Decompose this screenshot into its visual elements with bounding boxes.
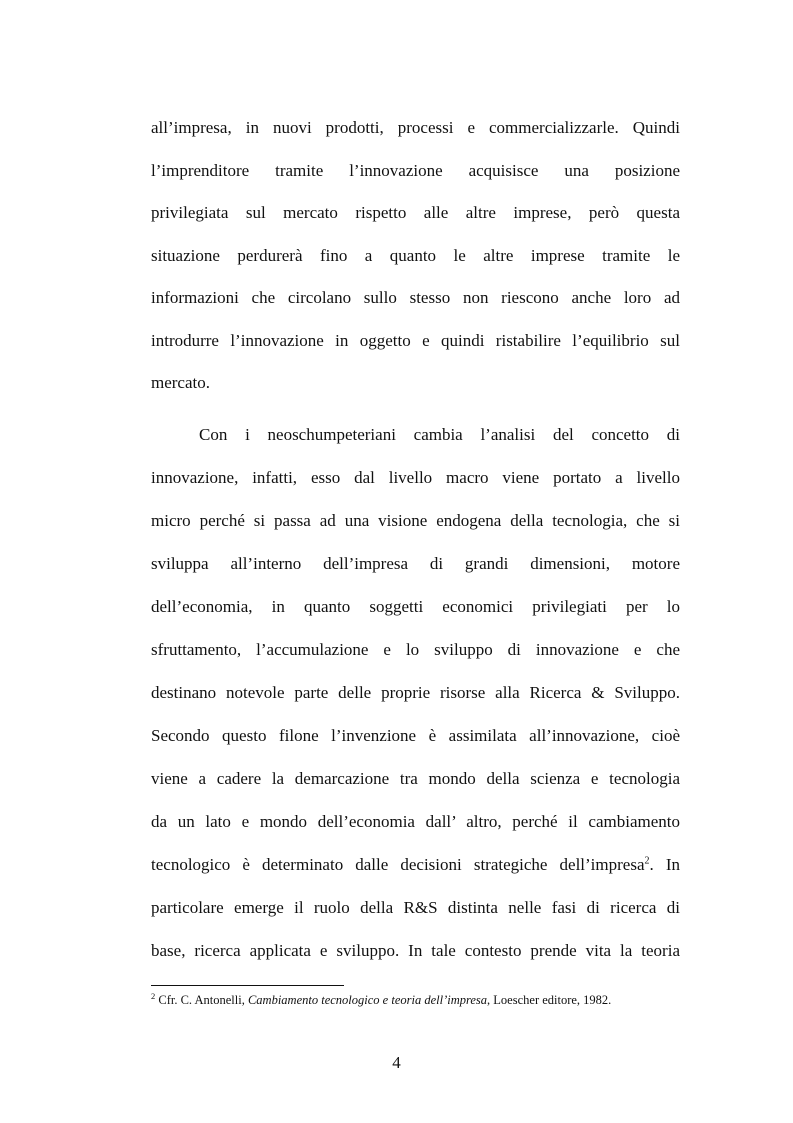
text-line: Secondo questo filone l’invenzione è assimilata all’innovazione, cioè bbox=[151, 726, 680, 745]
text-line: micro perché si passa ad una visione endogena della tecnologia, che si bbox=[151, 511, 680, 530]
footnote-marker: 2 bbox=[151, 990, 156, 1001]
text-line: particolare emerge il ruolo della R&S distinta nelle fasi di ricerca di bbox=[151, 898, 680, 917]
text-segment: . In bbox=[649, 855, 680, 874]
text-line: dell’economia, in quanto soggetti economici privilegiati per lo bbox=[151, 597, 680, 616]
text-line: sfruttamento, l’accumulazione e lo sviluppo di innovazione e che bbox=[151, 640, 680, 659]
footnote-prefix: Cfr. C. Antonelli, bbox=[155, 993, 248, 1007]
footnote-book-title: Cambiamento tecnologico e teoria dell’impresa bbox=[247, 993, 488, 1007]
text-line-with-footnote-ref bbox=[151, 854, 680, 876]
footnote-suffix: , Loescher editore, 1982. bbox=[487, 993, 612, 1007]
text-line: innovazione, infatti, esso dal livello macro viene portato a livello bbox=[151, 468, 680, 487]
text-line: destinano notevole parte delle proprie risorse alla Ricerca & Sviluppo. bbox=[151, 683, 680, 702]
text-line: viene a cadere la demarcazione tra mondo della scienza e tecnologia bbox=[151, 769, 680, 788]
text-segment: tecnologico è determinato dalle decisioni strategiche dell’impresa bbox=[151, 855, 645, 874]
page-number: 4 bbox=[392, 1053, 401, 1072]
text-line: Con i neoschumpeteriani cambia l’analisi del concetto di bbox=[199, 425, 680, 444]
footnote-separator bbox=[151, 985, 344, 986]
text-line: base, ricerca applicata e sviluppo. In tale contesto prende vita la teoria bbox=[151, 941, 680, 960]
text-line: situazione perdurerà fino a quanto le altre imprese tramite le bbox=[151, 246, 680, 265]
text-line: all’impresa, in nuovi prodotti, processi e commercializzarle. Quindi bbox=[151, 118, 680, 137]
text-line: sviluppa all’interno dell’impresa di grandi dimensioni, motore bbox=[151, 554, 680, 573]
text-line: mercato. bbox=[151, 373, 210, 392]
text-line: privilegiata sul mercato rispetto alle altre imprese, però questa bbox=[151, 203, 680, 222]
text-line: informazioni che circolano sullo stesso non riescono anche loro ad bbox=[151, 288, 680, 307]
text-line: l’imprenditore tramite l’innovazione acquisisce una posizione bbox=[151, 161, 680, 180]
text-line: da un lato e mondo dell’economia dall’ altro, perché il cambiamento bbox=[151, 812, 680, 831]
text-line: introdurre l’innovazione in oggetto e quindi ristabilire l’equilibrio sul bbox=[151, 331, 680, 350]
footnote bbox=[151, 992, 680, 1008]
footnote-reference[interactable]: 2 bbox=[644, 855, 650, 867]
